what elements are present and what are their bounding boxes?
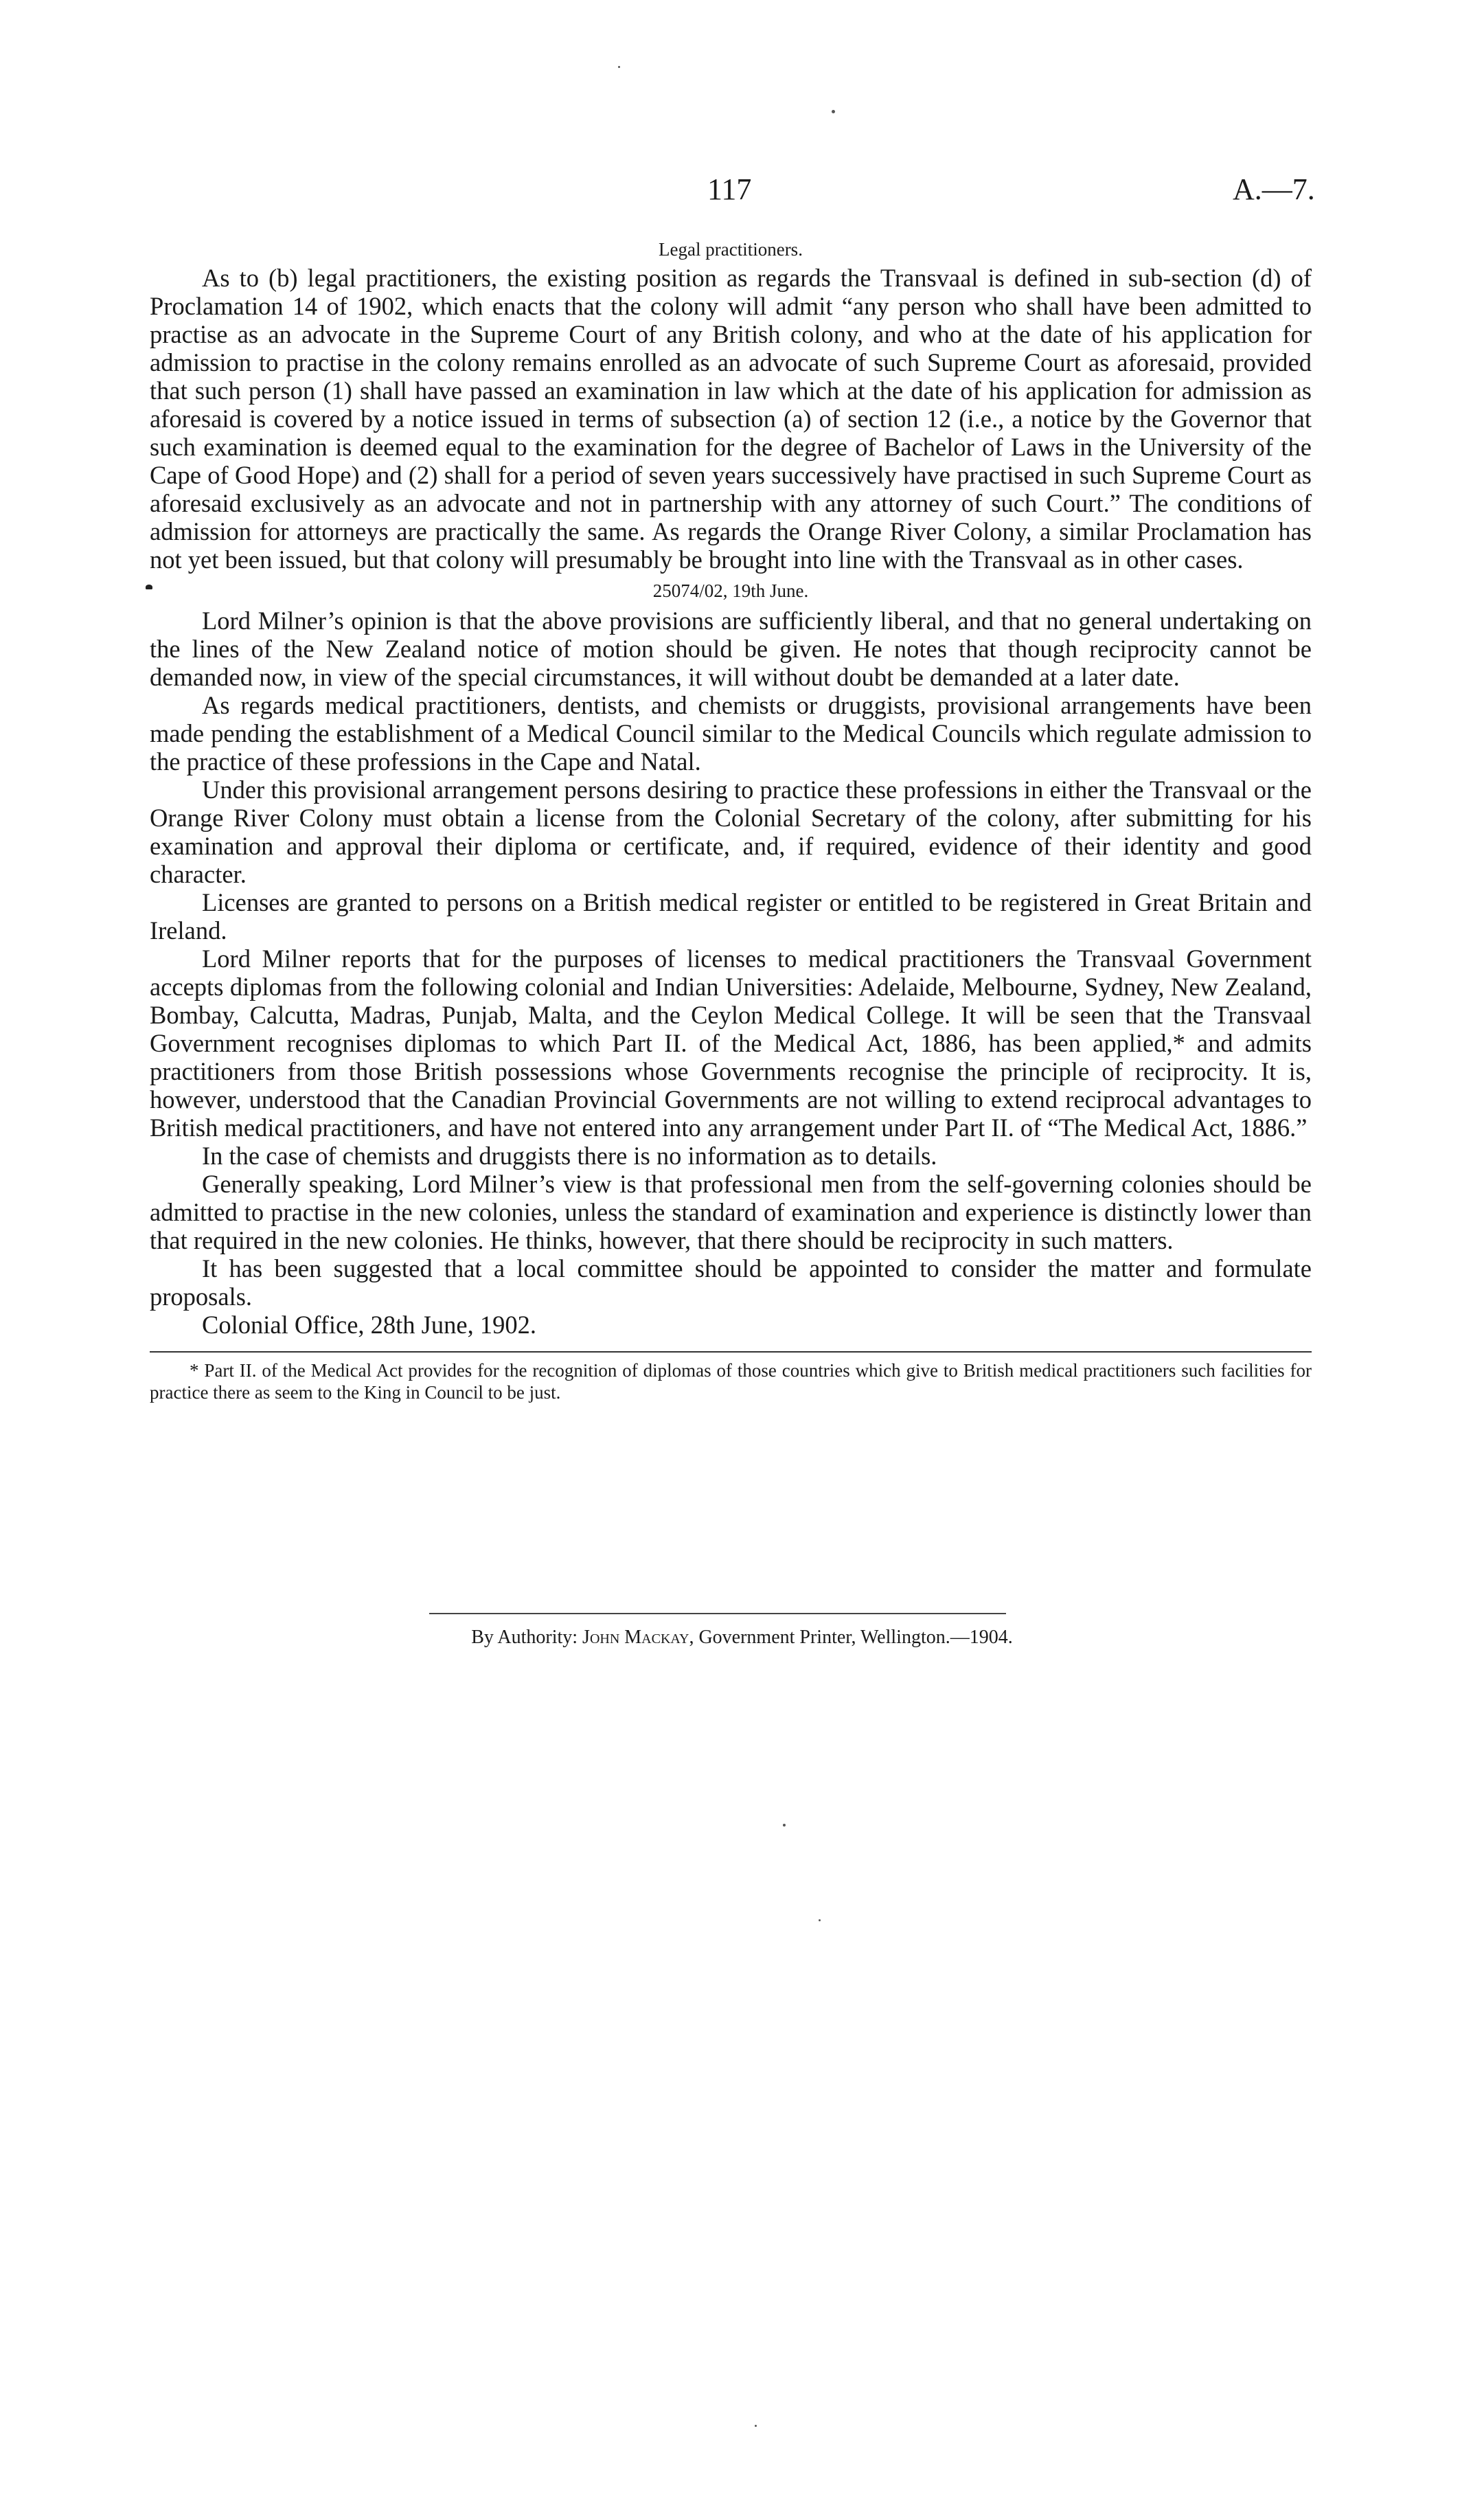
document-body: [150, 238, 1312, 1403]
paragraph: Lord Milner reports that for the purposes of licenses to medical practitioners the Transvaal Government accepts diplomas from the following colonial and Indian Universities: Adelaide, Melbourne, Sydney, New Zealand, Bombay, Calcutta, Madras, Punjab, Malta, and the Ceylon Medical College. It will be seen that the Transvaal Government recognises diplomas to which Part II. of the Medical Act, 1886, has been applied,* and admits practitioners from those British possessions whose Governments recognise the principle of reciprocity. It is, however, understood that the Canadian Provincial Governments are not willing to extend reciprocal advantages to British medical practitioners, and have not entered into any arrangement under Part II. of “The Medical Act, 1886.”: [150, 945, 1312, 1142]
imprint-suffix: , Government Printer, Wellington.—1904.: [689, 1627, 1013, 1648]
footnote: * Part II. of the Medical Act provides for the recognition of diplomas of those countries which give to British medical practitioners such facilities for practice there as seem to the King in Council to be just.: [150, 1360, 1312, 1403]
printer-name: John Mackay: [582, 1627, 689, 1648]
legal-practitioners-section: [150, 264, 1312, 574]
date-heading-text: 25074/02, 19th June.: [652, 580, 809, 601]
signoff: Colonial Office, 28th June, 1902.: [202, 1311, 536, 1339]
paragraph: Under this provisional arrangement persons desiring to practice these professions in either the Transvaal or the Orange River Colony must obtain a license from the Colonial Secretary of the colony, after submitting for his examination and approval their diploma or certificate, and, if required, evidence of their identity and good character.: [150, 776, 1312, 888]
footnote-divider: [150, 1351, 1312, 1353]
scan-speck: [755, 2425, 757, 2427]
paragraph: Licenses are granted to persons on a British medical register or entitled to be registered in Great Britain and Ireland.: [150, 888, 1312, 945]
paragraph: Lord Milner’s opinion is that the above provisions are sufficiently liberal, and that no general undertaking on the lines of the New Zealand notice of motion should be given. He notes that though reciprocity cannot be demanded now, in view of the special circumstances, it will without doubt be demanded at a later date.: [150, 607, 1312, 691]
scan-speck: [819, 1919, 821, 1921]
scan-speck: [783, 1824, 786, 1827]
scan-speck: [832, 110, 835, 113]
page-header: [0, 172, 1484, 213]
paragraph: As to (b) legal practitioners, the existing position as regards the Transvaal is defined in sub-section (d) of Proclamation 14 of 1902, which enacts that the colony will admit “any person who shall have been admitted to practise as an advocate in the Supreme Court of any British colony, and who at the date of his application for admission to practise in the colony remains enrolled as an advocate of such Supreme Court as aforesaid, provided that such person (1) shall have passed an examination in law which at the date of his application for admission as aforesaid is covered by a notice issued in terms of subsection (a) of section 12 (i.e., a notice by the Governor that such examination is deemed equal to the examination for the degree of Bachelor of Laws in the University of the Cape of Good Hope) and (2) shall for a period of seven years successively have practised in such Supreme Court as aforesaid exclusively as an advocate and not in partnership with any attorney of such Court.” The conditions of admission for attorneys are practically the same. As regards the Orange River Colony, a similar Proclamation has not yet been issued, but that colony will presumably be brought into line with the Transvaal as in other cases.: [150, 264, 1312, 574]
paragraph: As regards medical practitioners, dentists, and chemists or druggists, provisional arrangements have been made pending the establishment of a Medical Council similar to the Medical Councils which regulate admission to the practice of these professions in the Cape and Natal.: [150, 691, 1312, 776]
paragraph: It has been suggested that a local committee should be appointed to consider the matter and formulate proposals.: [150, 1254, 1312, 1311]
printer-imprint: [0, 1627, 1484, 1649]
page-number: 117: [707, 172, 752, 206]
paragraph: In the case of chemists and druggists there is no information as to details.: [202, 1142, 937, 1170]
date-heading: [150, 579, 1312, 602]
main-section: [150, 607, 1312, 1339]
section-heading: Legal practitioners.: [659, 239, 803, 260]
scan-speck: [618, 66, 620, 68]
imprint-prefix: By Authority:: [471, 1627, 578, 1648]
margin-mark: [146, 585, 152, 589]
paragraph: Generally speaking, Lord Milner’s view is that professional men from the self-governing colonies should be admitted to practise in the new colonies, unless the standard of examination and experience is distinctly lower than that required in the new colonies. He thinks, however, that there should be reciprocity in such matters.: [150, 1170, 1312, 1254]
series-reference: A.—7.: [1233, 172, 1315, 206]
imprint-divider: [429, 1613, 1006, 1614]
